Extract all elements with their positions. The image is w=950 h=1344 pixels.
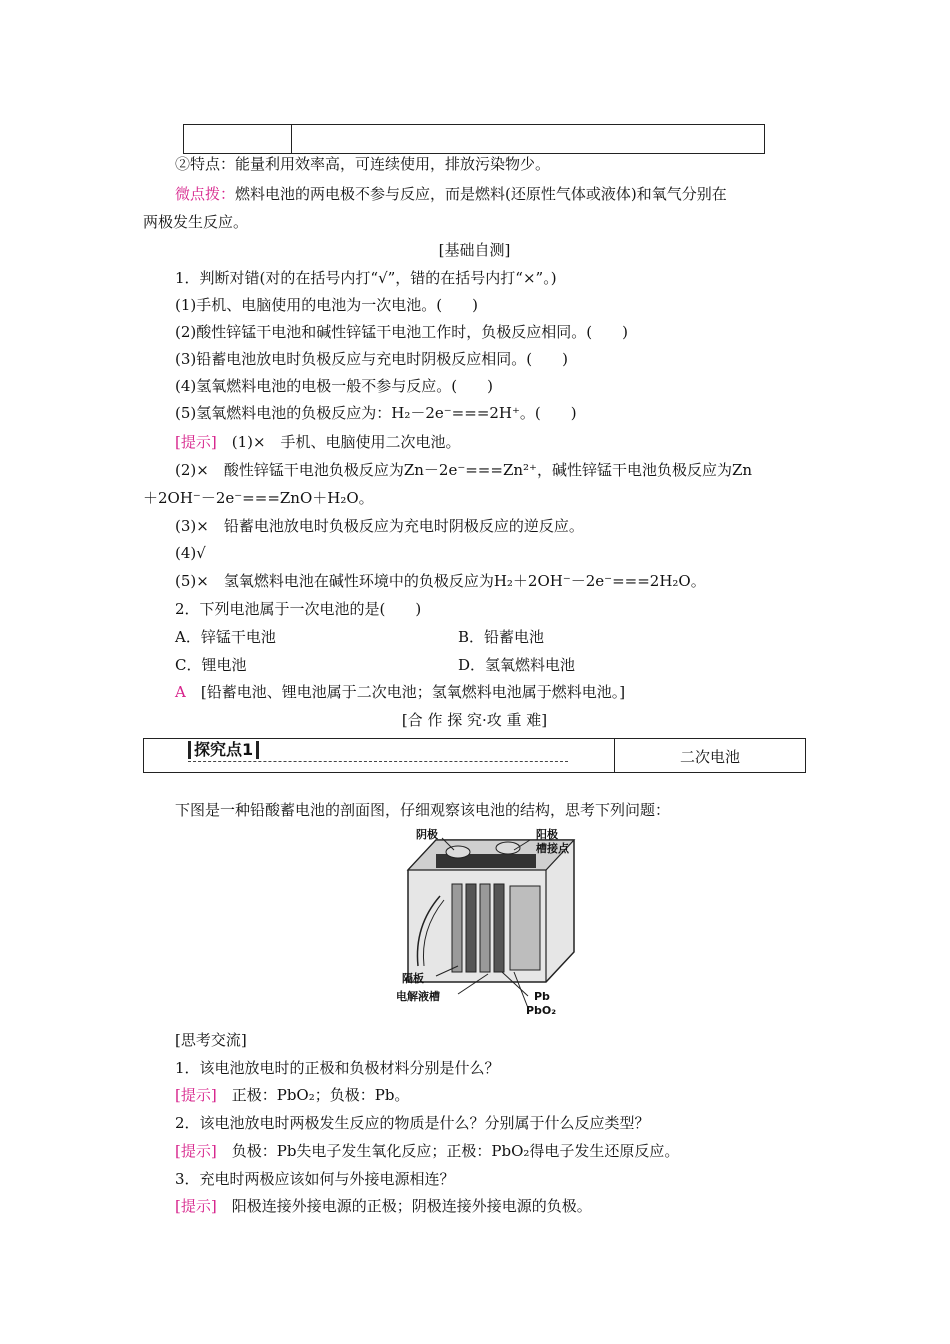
section-tag: 探究点1 (188, 741, 259, 759)
label-anode-2: 槽接点 (536, 842, 569, 855)
q1-item: (1)手机、电脑使用的电池为一次电池。( ) (175, 296, 478, 314)
think-q2: 2．该电池放电时两极发生反应的物质是什么？分别属于什么反应类型？ (175, 1114, 650, 1132)
section-header-box (143, 738, 806, 773)
section-title: 二次电池 (679, 748, 740, 766)
tip-label: 微点拨： (175, 185, 236, 203)
answer-1: [提示] (1)× 手机、电脑使用二次电池。 (175, 433, 461, 451)
answer-2: (2)× 酸性锌锰干电池负极反应为Zn－2e⁻===Zn²⁺，碱性锌锰干电池负极反应为Zn (175, 461, 753, 479)
basic-test-heading: [基础自测] (438, 241, 511, 259)
features-line: ②特点：能量利用效率高，可连续使用，排放污染物少。 (175, 155, 551, 173)
label-anode: 阳极 (536, 828, 558, 841)
tip-text: 燃料电池的两电极不参与反应，而是燃料(还原性气体或液体)和氧气分别在 (235, 185, 727, 203)
option-c: C．锂电池 (175, 656, 247, 674)
think-heading: [思考交流] (175, 1031, 247, 1049)
coop-heading: [合 作 探 究·攻 重 难] (401, 711, 548, 729)
label-pb: Pb (534, 990, 550, 1003)
top-table-remnant (183, 124, 765, 154)
answer-4: (4)√ (175, 544, 206, 562)
answer-q2: A [铅蓄电池、锂电池属于二次电池；氢氧燃料电池属于燃料电池。] (175, 683, 626, 701)
option-b: B．铅蓄电池 (458, 628, 545, 646)
intro-line: 下图是一种铅酸蓄电池的剖面图，仔细观察该电池的结构，思考下列问题： (175, 801, 671, 819)
think-a2: [提示] 负极：Pb失电子发生氧化反应；正极：PbO₂得电子发生还原反应。 (175, 1142, 680, 1160)
option-d: D．氢氧燃料电池 (458, 656, 576, 674)
option-a: A．锌锰干电池 (175, 628, 276, 646)
think-a3: [提示] 阳极连接外接电源的正极；阴极连接外接电源的负极。 (175, 1197, 592, 1215)
answer-2-cont: ＋2OH⁻－2e⁻===ZnO＋H₂O。 (143, 489, 374, 507)
answer-5: (5)× 氢氧燃料电池在碱性环境中的负极反应为H₂＋2OH⁻－2e⁻===2H₂O。 (175, 572, 706, 590)
think-a1: [提示] 正极：PbO₂；负极：Pb。 (175, 1086, 410, 1104)
battery-figure (396, 826, 592, 1018)
think-q1: 1．该电池放电时的正极和负极材料分别是什么？ (175, 1059, 500, 1077)
q1-item: (5)氢氧燃料电池的负极反应为：H₂－2e⁻===2H⁺。( ) (175, 404, 577, 422)
answer-letter: A (175, 683, 186, 701)
hint-label: [提示] (175, 433, 217, 451)
label-separator: 隔板 (402, 972, 424, 985)
label-pbo2: PbO₂ (526, 1004, 557, 1017)
think-q3: 3．充电时两极应该如何与外接电源相连？ (175, 1170, 455, 1188)
q1-item: (4)氢氧燃料电池的电极一般不参与反应。( ) (175, 377, 493, 395)
label-cathode: 阴极 (416, 828, 438, 841)
tip-text-cont: 两极发生反应。 (143, 213, 249, 231)
tip-paragraph (175, 184, 727, 204)
question-2: 2．下列电池属于一次电池的是( ) (175, 600, 422, 618)
section-dashline (188, 761, 568, 762)
label-electrolyte: 电解液槽 (396, 990, 440, 1003)
question-1: 1．判断对错(对的在括号内打“√”，错的在括号内打“×”。) (175, 269, 557, 287)
q1-item: (3)铅蓄电池放电时负极反应与充电时阴极反应相同。( ) (175, 350, 568, 368)
q1-item: (2)酸性锌锰干电池和碱性锌锰干电池工作时，负极反应相同。( ) (175, 323, 628, 341)
answer-3: (3)× 铅蓄电池放电时负极反应为充电时阴极反应的逆反应。 (175, 517, 584, 535)
